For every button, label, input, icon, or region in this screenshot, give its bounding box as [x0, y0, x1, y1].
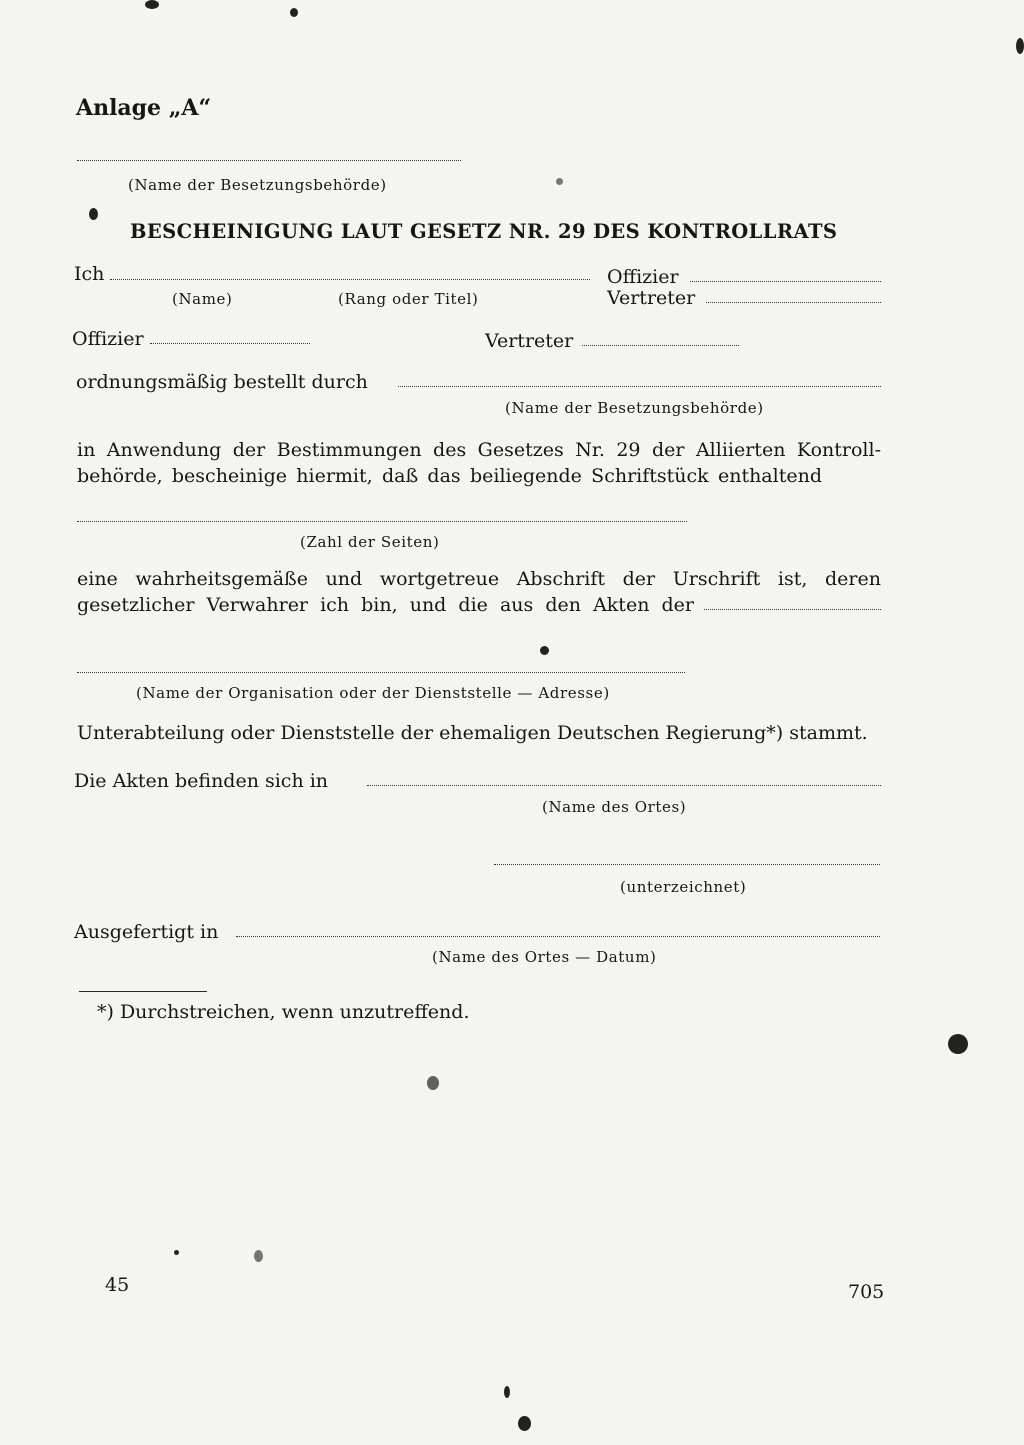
name-caption: (Name) — [172, 290, 233, 308]
scan-speck — [145, 0, 159, 9]
files-location-caption: (Name des Ortes) — [542, 798, 687, 816]
scan-speck — [174, 1250, 179, 1255]
paragraph-copy-line-1: eine wahrheitsgemäße und wortgetreue Abschrift der Urschrift ist, deren — [77, 568, 881, 590]
annex-label: Anlage „A“ — [76, 95, 212, 121]
appointed-by-caption: (Name der Besetzungsbehörde) — [505, 399, 764, 417]
page-number-left: 45 — [105, 1274, 130, 1296]
signature-field-line — [494, 864, 880, 865]
scan-speck — [948, 1034, 968, 1054]
paragraph-copy-line-2: gesetzlicher Verwahrer ich bin, und die aus den Akten der — [77, 594, 694, 616]
vertreter-label-right: Vertreter — [607, 287, 696, 309]
offizier-field-line — [150, 343, 310, 344]
page-number-right: 705 — [848, 1281, 885, 1303]
scan-speck — [290, 8, 298, 17]
paragraph-application-line-2: behörde, bescheinige hiermit, daß das beiliegende Schriftstück enthaltend — [77, 465, 822, 487]
issued-in-caption: (Name des Ortes — Datum) — [432, 948, 657, 966]
scan-speck — [540, 646, 549, 655]
scan-speck — [254, 1250, 263, 1262]
certificate-title: BESCHEINIGUNG LAUT GESETZ NR. 29 DES KONTROLLRATS — [130, 220, 838, 243]
files-location-field-line — [367, 785, 881, 786]
scan-speck — [1016, 38, 1024, 54]
organisation-caption: (Name der Organisation oder der Dienststelle — Adresse) — [136, 684, 610, 702]
paragraph-application-line-1: in Anwendung der Bestimmungen des Gesetzes Nr. 29 der Alliierten Kontroll- — [77, 439, 881, 461]
scan-speck — [518, 1416, 531, 1431]
page-count-caption: (Zahl der Seiten) — [300, 533, 440, 551]
footnote-rule — [79, 991, 207, 992]
offizier-field-line-right — [690, 281, 881, 282]
scan-speck — [89, 208, 98, 220]
name-rank-field-line — [110, 279, 590, 280]
paragraph-application — [77, 437, 881, 489]
issued-in-field-line — [236, 936, 880, 937]
rank-caption: (Rang oder Titel) — [338, 290, 479, 308]
signature-caption: (unterzeichnet) — [620, 878, 747, 896]
vertreter-field-line — [582, 345, 739, 346]
paragraph-subdivision: Unterabteilung oder Dienststelle der ehemaligen Deutschen Regierung*) stammt. — [77, 722, 868, 744]
scan-speck — [556, 178, 563, 185]
issued-in-label: Ausgefertigt in — [74, 921, 219, 943]
offizier-label: Offizier — [72, 328, 144, 350]
files-of-field-line — [704, 609, 881, 610]
footnote-text: *) Durchstreichen, wenn unzutreffend. — [97, 1001, 470, 1023]
page-count-field-line — [77, 521, 687, 522]
vertreter-label: Vertreter — [485, 330, 574, 352]
ich-label: Ich — [74, 263, 105, 285]
authority-field-caption: (Name der Besetzungsbehörde) — [128, 176, 387, 194]
offizier-label-right: Offizier — [607, 266, 679, 288]
appointed-by-field-line — [398, 386, 881, 387]
authority-field-line — [77, 160, 461, 161]
scan-speck — [427, 1076, 439, 1090]
files-location-label: Die Akten befinden sich in — [74, 770, 329, 792]
appointed-by-label: ordnungsmäßig bestellt durch — [76, 371, 368, 393]
paragraph-copy — [77, 566, 881, 618]
scan-speck — [504, 1386, 510, 1398]
vertreter-field-line-right — [706, 302, 881, 303]
organisation-field-line — [77, 672, 685, 673]
